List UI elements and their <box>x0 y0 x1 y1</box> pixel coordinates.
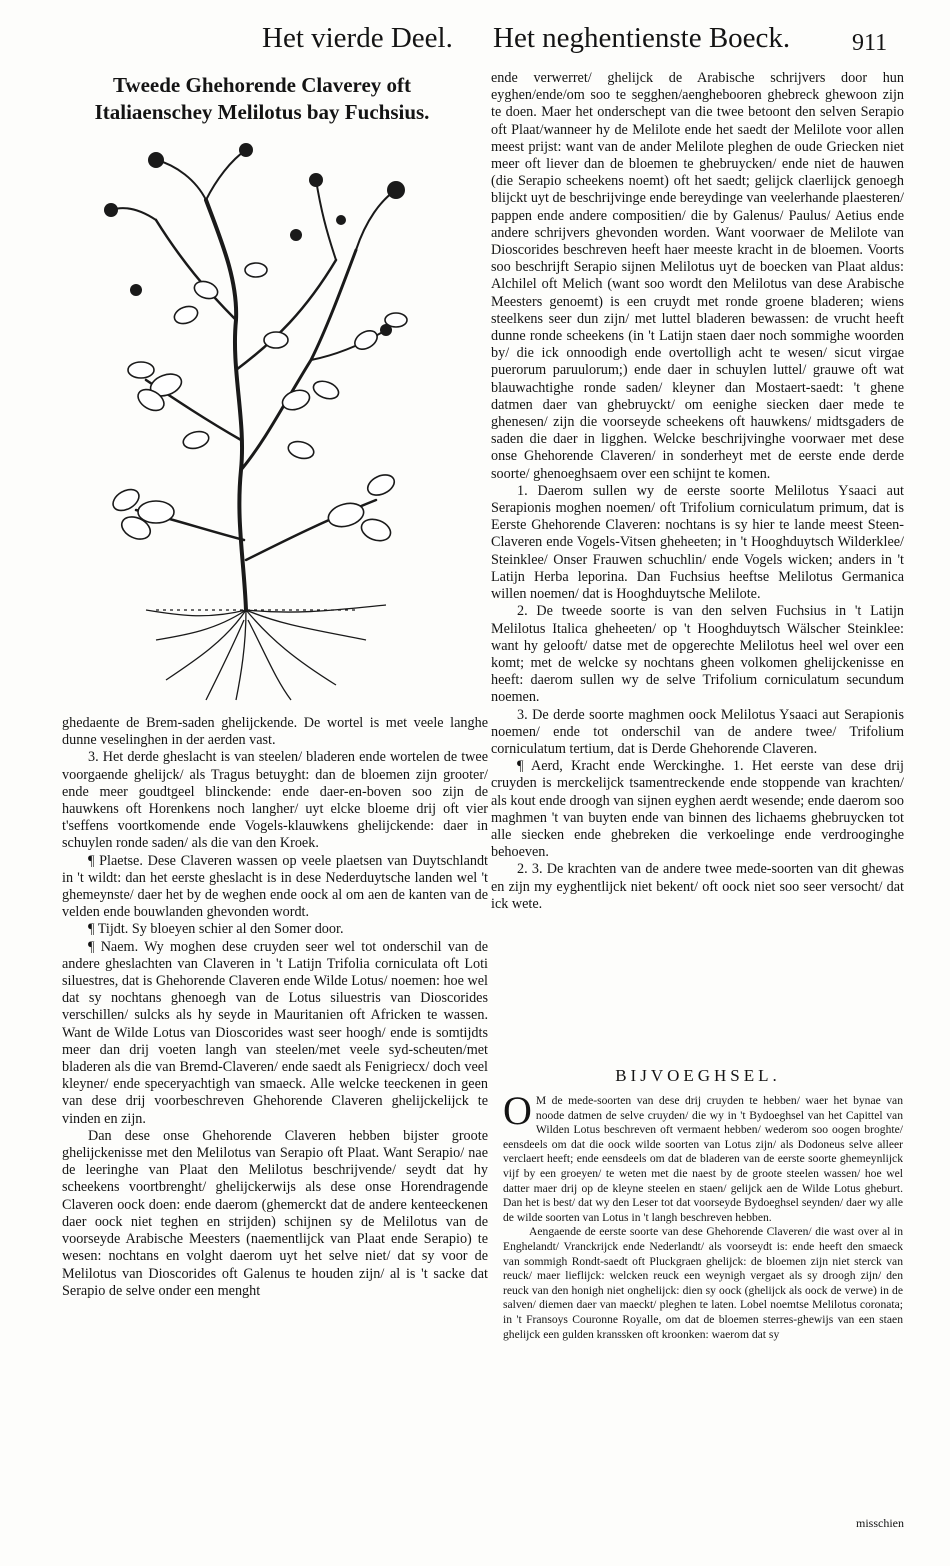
paragraph <box>503 1094 903 1225</box>
drop-capital: O <box>503 1094 532 1133</box>
page-number: 911 <box>852 30 888 56</box>
paragraph: ¶ Naem. Wy moghen dese cruyden seer wel tot onderschil van de andere gheslachten van Claveren in 't Latijn Trifolia corniculata oft Loti siluestres, dat is Ghehorende Claveren ende Wilde Lotus/ noemen: hoe wel dat sy nochtans ghenoegh van de Lotus siluestris van Dioscorides verschillen/ sulcks als hy seyde in Mauritanien oft Africken te wassen. Want de Wilde Lotus van Dioscorides wast seer hoogh/ ende is somtijdts meer dan drij voeten langh van steelen/met veele syd-scheuten/met bladeren als die van Bremd-Claveren/ ende saedt als Fenigriecx/ doch veel kleyner/ ende speceryachtigh van smaeck. Alle welcke teeckenen in geen van dese drij voorbeschreven Ghehorende Claveren ghelijckelijck te vinden en zijn. <box>62 938 488 1127</box>
plant-woodcut-illustration <box>96 140 436 705</box>
paragraph: ghedaente de Brem-saden ghelijckende. De wortel is met veele langhe dunne veselinghen in der aerden vast. <box>62 715 488 749</box>
paragraph: ¶ Aerd, Kracht ende Werckinghe. 1. Het eerste van dese drij cruyden is merckelijck tsamentreckende ende stoppende van krachten/ als kout ende droogh van sijnen eyghen aerdt wesende; ende daerom soo maghmen 't van buyten ende van binnen des lichaems ghebruycken tot alle siecken ende ghebreken die verkoelinge ende verdrooginghe behoeven. <box>491 758 904 861</box>
paragraph: 1. Daerom sullen wy de eerste soorte Melilotus Ysaaci aut Serapionis moghen noemen/ oft Trifolium corniculatum primum, dat is Eerste Ghehorende Claveren: nochtans is sy hier te lande meest Steen-Claveren ende Vogels-Vitsen gheheeten; in 't Hooghduytsch Wilderklee/ Steinklee/ Onser Frauwen schuchlin/ ende Vogels wicken; anders in 't Latijn Herba leporina. Dan Fuchsius heeftse Melilotus Germanica willen noemen/ dat is Hooghduytsche Melilote. <box>491 482 904 603</box>
left-text-column <box>62 715 488 1535</box>
supplement-heading: BIJVOEGHSEL. <box>615 1066 781 1085</box>
paragraph: Aengaende de eerste soorte van dese Ghehorende Claveren/ die wast over al in Enghelandt/ Vranckrijck ende Nederlandt/ als voorseydt is: ende heeft den smaeck van sommigh Rondt-saedt oft Pluckgraen ghelijck: de bloemen zijn niet sterck van reuck/ maer lieflijck: welcken reuck een weynigh vergaet als sy droogh zijn/ den reuck van den honigh niet onghelijck: dien sy oock (ghelijck als oock de verwe) in de salven/ diemen daer van maeckt/ pleghen te laten. Lobel noemtse Melilotus coronata; in 't Fransoys Couronne Royalle, om dat de bloemen sterres-ghewijs van een staen ghelijck een gulden kranssken oft kroonken: waerom dat sy <box>503 1225 903 1341</box>
catchword: misschien <box>856 1516 904 1530</box>
paragraph: 2. De tweede soorte is van den selven Fuchsius in 't Latijn Melilotus Italica gheheeten/ op 't Hooghduytsch Wälscher Steinklee: want hy gelooft/ datse met de opgerechte Melilotus heel wel over een komt; met de welcke sy nochtans gheen volkomen ghelijckenisse en heeft: daerom sullen wy de selve Trifolium corniculatum secundum noemen. <box>491 603 904 706</box>
paragraph: ¶ Tijdt. Sy bloeyen schier al den Somer door. <box>88 921 344 938</box>
paragraph: 3. Het derde gheslacht is van steelen/ bladeren ende wortelen de twee voorgaende ghelijck/ als Tragus betuyght: dan de bloemen zijn grooter/ ende meer goudtgeel blinckende: ende daer-en-boven soo zijn de hauwkens oft Horenkens noch langher/ uyt elcke bloeme drij oft vier t'seffens voortkomende ende Vogels-klauwkens ghelijckende: daer in schuylen ronde saden/ als die van den Kroek. <box>62 749 488 852</box>
paragraph: 3. De derde soorte maghmen oock Melilotus Ysaaci aut Serapionis noemen/ ende tot onderschil van de andere twee/ Trifolium corniculatum tertium, dat is Derde Ghehorende Claveren. <box>491 706 904 757</box>
plant-stems <box>111 150 396 610</box>
paragraph: ¶ Plaetse. Dese Claveren wassen op veele plaetsen van Duytschlandt in 't wildt: dan het eerste gheslacht is in dese Nederduytsche landen wel 't ghemeynste/ daer het by de weghen ende oock al om aen de kanten van de velden ende bouwlanden ghevonden wordt. <box>62 852 488 921</box>
plant-roots <box>146 605 386 700</box>
running-header-right: Het neghentienste Boeck. <box>493 22 791 54</box>
plant-leaves <box>109 263 407 545</box>
paragraph-text: M de mede-soorten van dese drij cruyden te hebben/ waer het bynae van noode datmen de selve cruyden/ die wy in 't Bydoeghsel van het Capittel van Wilden Lotus beschreven oft vermaent hebben/ wederom soo oogen broghte/ eensdeels om dat die oock wilde soorten van Lotus zijn/ als Dodoneus selve alleer verclaert heeft; ende eensdeels om dat de bladeren van de eerste soorte ghemeynlijck vijf by een groeyen/ te weten met die naest by de groote steelen wassen/ hoe wel datter maer drij op de kleyne steelen en staen/ gelijck aen de Wilde Lotus gheburt. Dan het is best/ dat wy den Leser tot dat voorseyde Bydoeghsel seynden/ daer wy alle de wilde soorten van Lotus in 't langh beschreven hebben. <box>503 1094 903 1224</box>
paragraph: ende verwerret/ ghelijck de Arabische schrijvers door hun eyghen/ende/om soo te segghen/aenghebooren ghebreck ghewoon zijn te doen. Maer het onderschept van die twee betoont den selven Serapio oft Plaat/wanneer hy de Melilote ende het saedt der Melilote voor allen meest prijst: want van de ander Melilote pleghen de oude Griecken niet meer oft liever dan de bloemen te ghebruycken/ ende niet de hauwen (die Serapio scheekens noemt) oft het saedt; gelijck claerlijck genoegh blijckt uyt de beschrijvinge ende bereydinge van veelerhande plaesteren/ pappen ende andere compositien/ die by Galenus/ Paulus/ Aetius ende andere schrijvers ghevonden worden. Want voorwaer de Melilote van Dioscorides beschreven heeft haer meeste kracht in de bloemen. Voorts soo beschrijft Serapio sijnen Melilotus uyt de boecken van Plaat aldus: Alchilel oft Melich (want soo wordt den Melilotus van dese Arabische Meesters genoemt) is een cruydt met ronde groene bladeren; wiens steelkens seer dun zijn/ met luttel bladeren bewassen: de vrucht heeft dunne ronde scheekens (in 't Latijn staen daer noch sommighe woorden by/ die ick onnoodigh ende overtolligh acht te wesen/ sicut virgae puerorum paruulorum;) ende daer in schuylen luttel/ grauwe oft wat blauwachtighe ronde saden/ kleyner dan Mostaert-saedt: 't ghene datmen daer van ghebruyckt/ om eenighe siecken daer mede te ghenesen/ zijn die voorseyde scheekens oft hauwkens/ midtsgaders de saden die daer in ligghen. Welcke beschrijvinghe voorwaer met dese onse Ghehorende Claveren/ in sonderheyt met de eerste ende derde soorte/ ghenoeghsaem over een schijnt te komen. <box>491 70 904 482</box>
running-header-left: Het vierde Deel. <box>262 22 453 54</box>
right-text-column <box>491 70 904 1055</box>
paragraph: 2. 3. De krachten van de andere twee mede-soorten van dit ghewas en zijn my eyghentlijck niet bekent/ oft oock niet soo seer versocht/ dat ick wete. <box>491 861 904 912</box>
paragraph: Dan dese onse Ghehorende Claveren hebben bijster groote ghelijckenisse met den Melilotus van Serapio oft Plaat. Want Serapio/ nae de leeringhe van Plaat den Melilotus beschrijvende/ seydt dat hy scheekens voortbrenght/ ghelijckerwijs als dese onse Horendragende Claveren oock doen: ende daerom (ghemerckt dat de andere kenteeckenen daer oock niet teghen en strijden) schijnen sy de Melilotus van de voorseyde Arabische Meesters (naementlijck van Plaat ende Serapio) te wesen: nochtans en volght daerom uyt het selve niet/ dat sy voor de Melilotus van Dioscorides oft Galenus te houden zijn/ al is 't sacke dat Serapio de selve onder een menght <box>62 1127 488 1299</box>
figure-caption: Tweede Ghehorende Claverey oft Italiaenschey Melilotus bay Fuchsius. <box>94 73 430 124</box>
supplement-text <box>503 1094 903 1514</box>
